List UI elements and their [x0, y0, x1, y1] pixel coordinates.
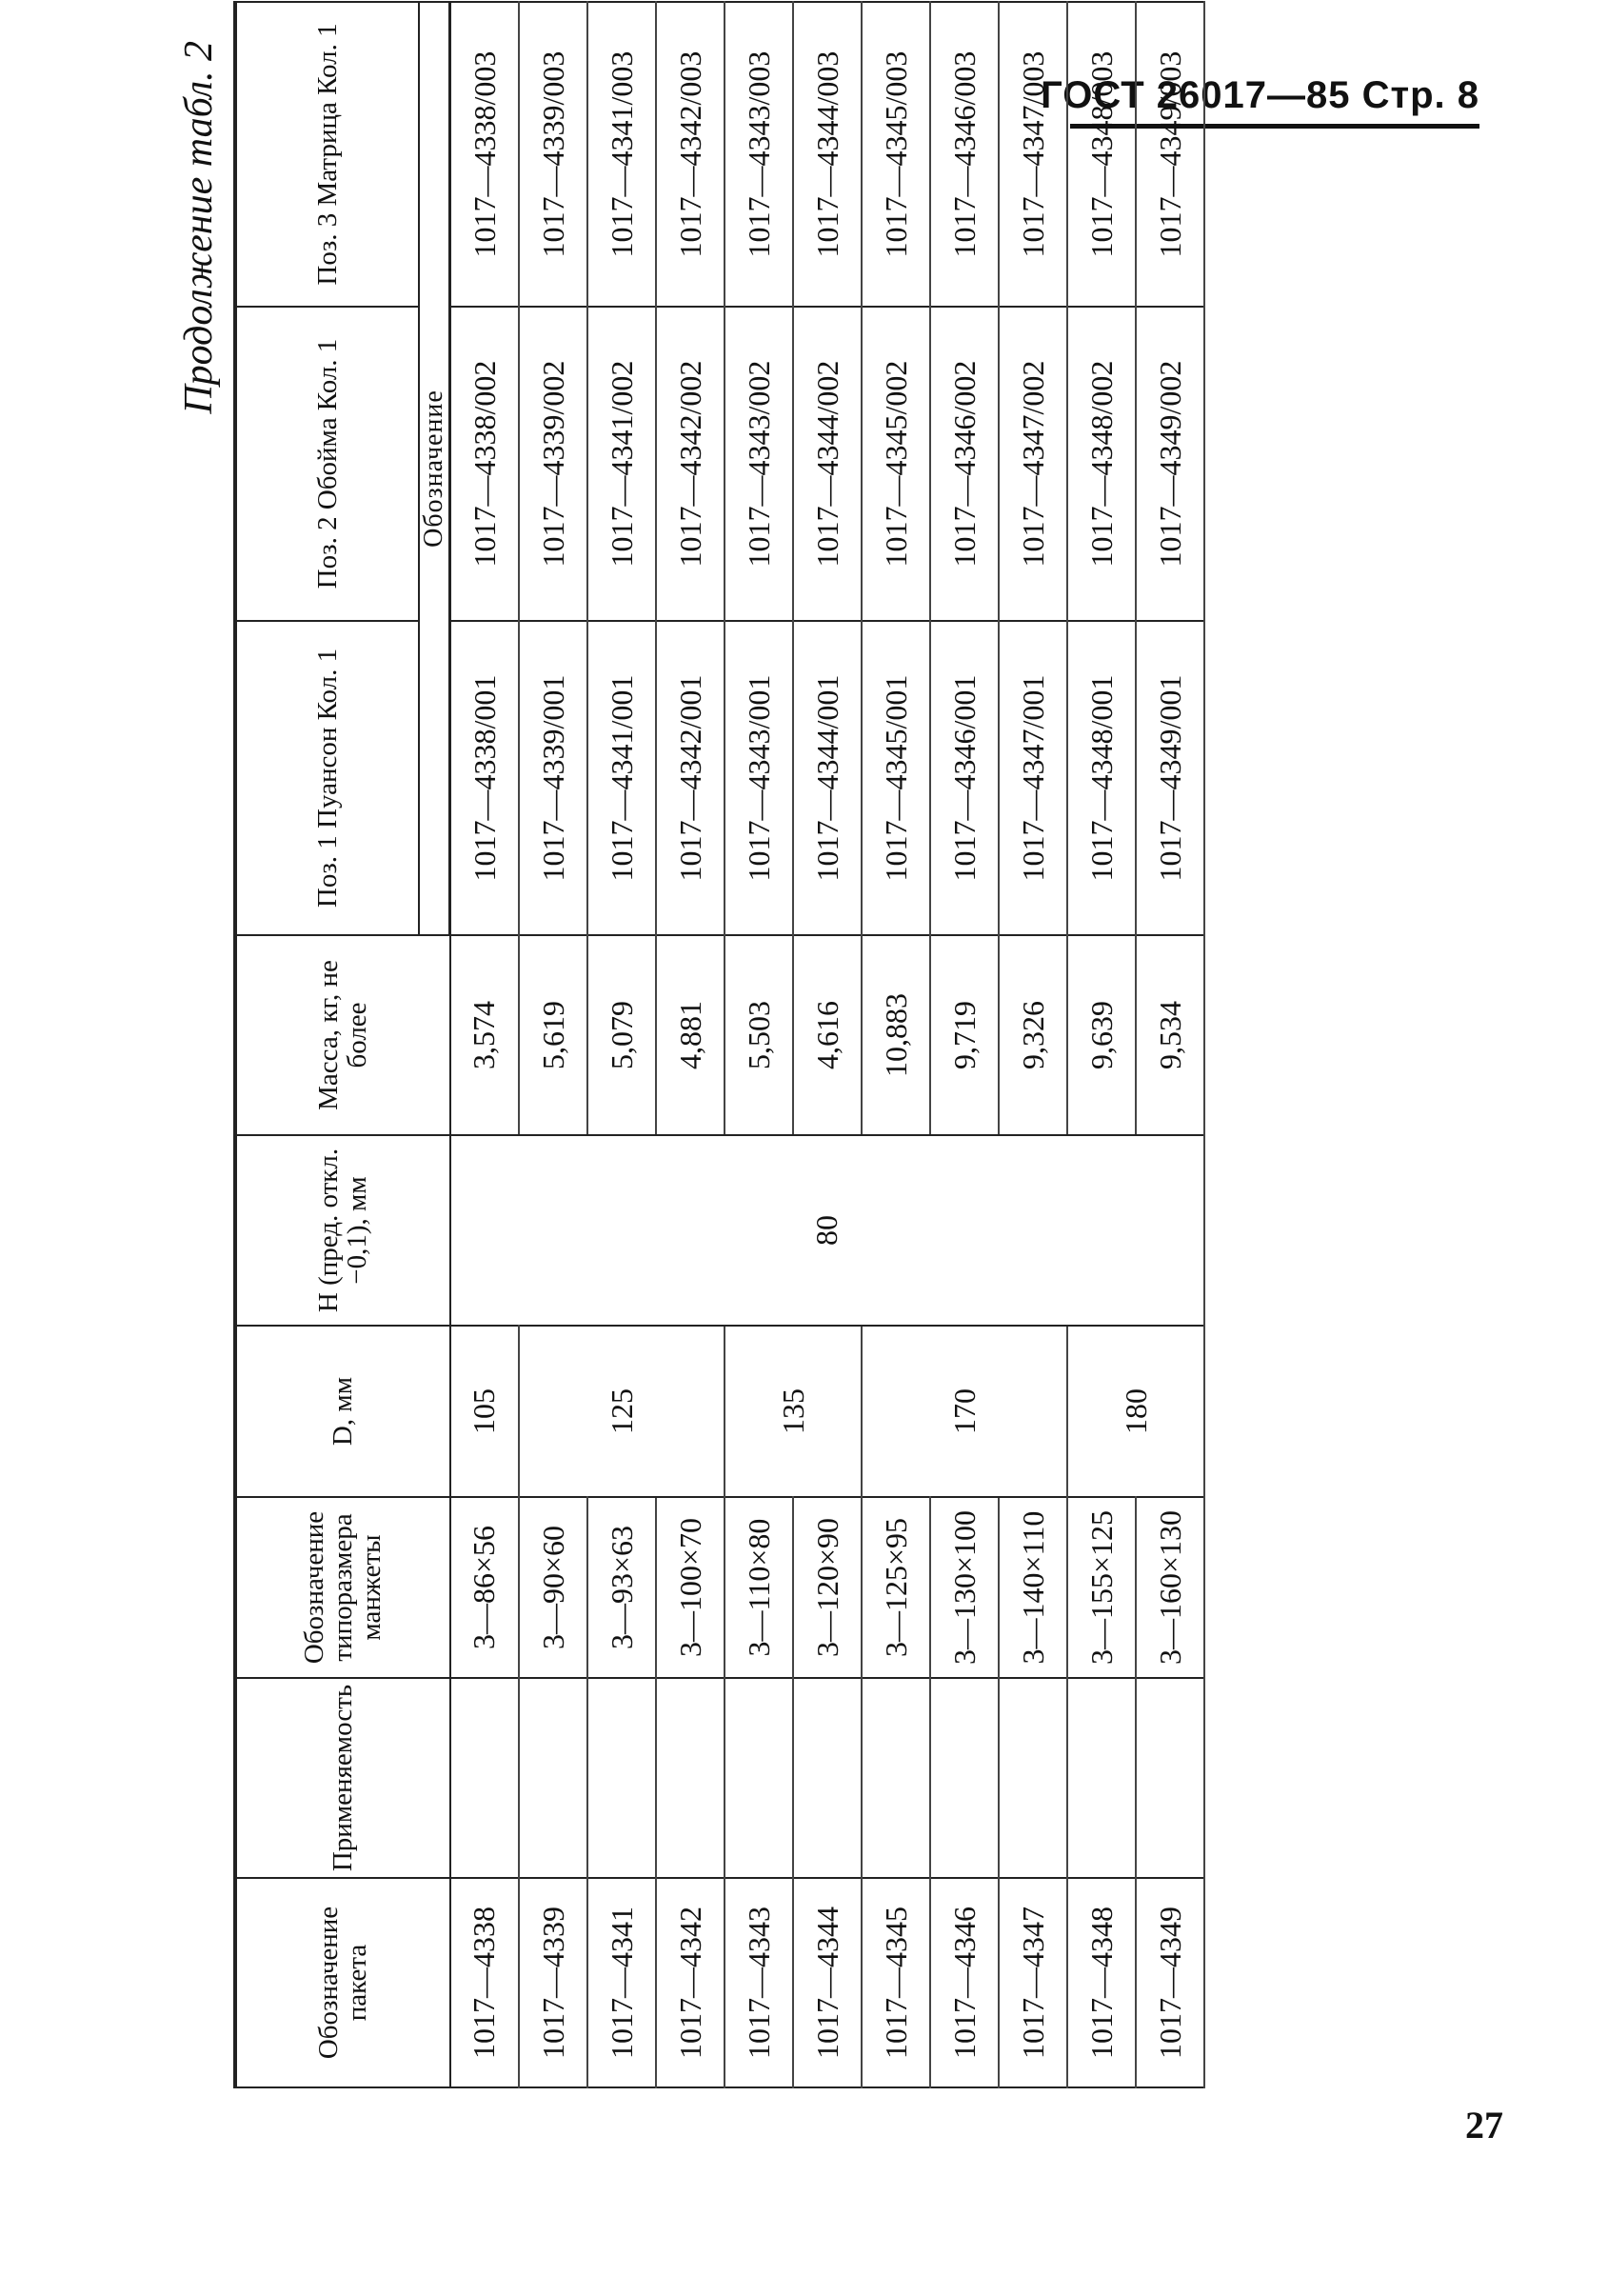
cell-applicability [725, 1678, 793, 1878]
cell-pos1: 1017—4342/001 [656, 621, 725, 935]
cell-d: 135 [725, 1326, 862, 1497]
cell-mass: 4,616 [793, 935, 862, 1135]
cell-pos3: 1017—4343/003 [725, 2, 793, 307]
cell-applicability [862, 1678, 930, 1878]
cell-packet: 1017—4341 [587, 1878, 656, 2087]
cell-packet: 1017—4349 [1136, 1878, 1204, 2087]
cell-mass: 5,503 [725, 935, 793, 1135]
cell-cuff: 3—155×125 [1067, 1497, 1136, 1678]
cell-cuff: 3—125×95 [862, 1497, 930, 1678]
cell-mass: 9,719 [930, 935, 999, 1135]
cell-pos3: 1017—4341/003 [587, 2, 656, 307]
table-row [1067, 2, 1136, 2087]
cell-applicability [519, 1678, 587, 1878]
cell-applicability [450, 1678, 520, 1878]
cell-pos3: 1017—4339/003 [519, 2, 587, 307]
cell-mass: 9,326 [999, 935, 1067, 1135]
table-row [725, 2, 793, 2087]
table-row [862, 2, 930, 2087]
cell-pos1: 1017—4346/001 [930, 621, 999, 935]
col-header-h: H (пред. откл. −0,1), мм [235, 1135, 450, 1326]
cell-pos2: 1017—4338/002 [450, 307, 520, 621]
cell-packet: 1017—4348 [1067, 1878, 1136, 2087]
cell-cuff: 3—110×80 [725, 1497, 793, 1678]
cell-applicability [930, 1678, 999, 1878]
cell-applicability [587, 1678, 656, 1878]
cell-packet: 1017—4343 [725, 1878, 793, 2087]
cell-pos3: 1017—4348/003 [1067, 2, 1136, 307]
cell-pos2: 1017—4339/002 [519, 307, 587, 621]
cell-pos3: 1017—4338/003 [450, 2, 520, 307]
table-row [1136, 2, 1204, 2087]
table-body [450, 2, 1205, 2087]
cell-d: 105 [450, 1326, 520, 1497]
cell-pos3: 1017—4347/003 [999, 2, 1067, 307]
cell-pos1: 1017—4349/001 [1136, 621, 1204, 935]
cell-cuff: 3—140×110 [999, 1497, 1067, 1678]
cell-packet: 1017—4347 [999, 1878, 1067, 2087]
cell-pos2: 1017—4343/002 [725, 307, 793, 621]
cell-mass: 5,619 [519, 935, 587, 1135]
cell-cuff: 3—100×70 [656, 1497, 725, 1678]
cell-mass: 4,881 [656, 935, 725, 1135]
cell-pos2: 1017—4344/002 [793, 307, 862, 621]
cell-d: 180 [1067, 1326, 1204, 1497]
cell-packet: 1017—4345 [862, 1878, 930, 2087]
rotated-table-area [176, 3, 1608, 2088]
table-row [519, 2, 587, 2087]
cell-pos1: 1017—4338/001 [450, 621, 520, 935]
page-number: 27 [1465, 2104, 1503, 2146]
cell-h: 80 [450, 1135, 1205, 1326]
cell-mass: 10,883 [862, 935, 930, 1135]
col-header-designation: Обозначение [419, 2, 450, 935]
cell-pos2: 1017—4345/002 [862, 307, 930, 621]
cell-pos2: 1017—4342/002 [656, 307, 725, 621]
col-header-pos1: Поз. 1 Пуансон Кол. 1 [235, 621, 419, 935]
cell-pos2: 1017—4349/002 [1136, 307, 1204, 621]
cell-mass: 3,574 [450, 935, 520, 1135]
cell-d: 125 [519, 1326, 725, 1497]
table-row [656, 2, 725, 2087]
cell-packet: 1017—4338 [450, 1878, 520, 2087]
cell-pos3: 1017—4344/003 [793, 2, 862, 307]
cell-mass: 9,639 [1067, 935, 1136, 1135]
cell-pos2: 1017—4347/002 [999, 307, 1067, 621]
col-header-mass: Масса, кг, не более [235, 935, 450, 1135]
cell-cuff: 3—160×130 [1136, 1497, 1204, 1678]
cell-pos3: 1017—4346/003 [930, 2, 999, 307]
table-row [587, 2, 656, 2087]
cell-applicability [1067, 1678, 1136, 1878]
cell-d: 170 [862, 1326, 1067, 1497]
cell-pos3: 1017—4349/003 [1136, 2, 1204, 307]
col-header-packet: Обозначение пакета [235, 1878, 450, 2087]
cell-cuff: 3—120×90 [793, 1497, 862, 1678]
col-header-cuff: Обозначение типоразмера манжеты [235, 1497, 450, 1678]
cell-cuff: 3—86×56 [450, 1497, 520, 1678]
cell-pos2: 1017—4346/002 [930, 307, 999, 621]
table-row [793, 2, 862, 2087]
cell-applicability [999, 1678, 1067, 1878]
cell-pos2: 1017—4348/002 [1067, 307, 1136, 621]
cell-pos1: 1017—4339/001 [519, 621, 587, 935]
table-row [450, 2, 520, 2087]
cell-applicability [656, 1678, 725, 1878]
cell-pos2: 1017—4341/002 [587, 307, 656, 621]
cell-packet: 1017—4344 [793, 1878, 862, 2087]
cell-pos1: 1017—4345/001 [862, 621, 930, 935]
page-header: ГОСТ 26017—85 Стр. 8 [1041, 74, 1479, 116]
cell-pos1: 1017—4347/001 [999, 621, 1067, 935]
cell-applicability [793, 1678, 862, 1878]
cell-pos3: 1017—4342/003 [656, 2, 725, 307]
cell-pos1: 1017—4343/001 [725, 621, 793, 935]
cell-pos3: 1017—4345/003 [862, 2, 930, 307]
cell-pos1: 1017—4344/001 [793, 621, 862, 935]
cell-mass: 9,534 [1136, 935, 1204, 1135]
cell-packet: 1017—4342 [656, 1878, 725, 2087]
col-header-pos3: Поз. 3 Матрица Кол. 1 [235, 2, 419, 307]
cell-mass: 5,079 [587, 935, 656, 1135]
cell-cuff: 3—130×100 [930, 1497, 999, 1678]
cell-applicability [1136, 1678, 1204, 1878]
col-header-pos2: Поз. 2 Обойма Кол. 1 [235, 307, 419, 621]
table-row [930, 2, 999, 2087]
data-table [233, 1, 1205, 2088]
cell-pos1: 1017—4348/001 [1067, 621, 1136, 935]
col-header-d: D, мм [235, 1326, 450, 1497]
col-header-applicability: Применяемость [235, 1678, 450, 1878]
cell-packet: 1017—4346 [930, 1878, 999, 2087]
cell-packet: 1017—4339 [519, 1878, 587, 2087]
cell-cuff: 3—90×60 [519, 1497, 587, 1678]
table-caption: Продолжение табл. 2 [177, 41, 221, 414]
cell-pos1: 1017—4341/001 [587, 621, 656, 935]
table-row [999, 2, 1067, 2087]
cell-cuff: 3—93×63 [587, 1497, 656, 1678]
